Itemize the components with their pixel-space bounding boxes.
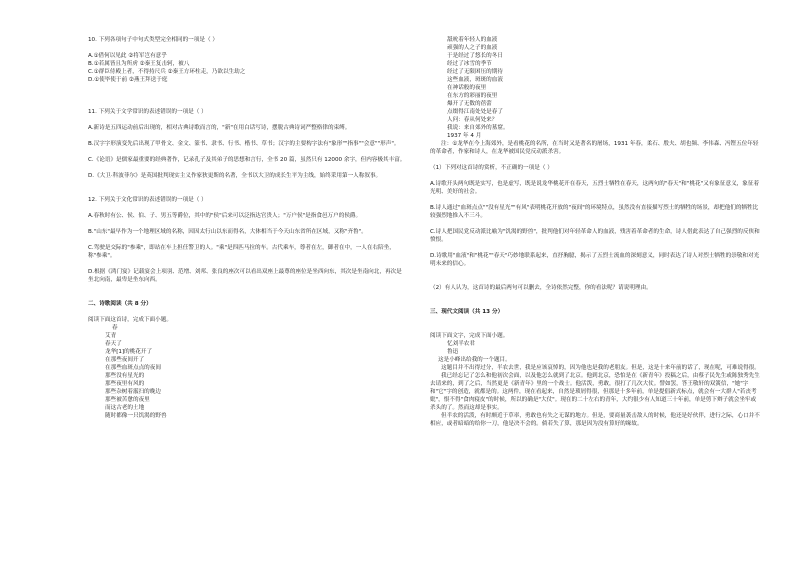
left-column [88, 36, 406, 420]
q13-option-a: A.诗歌开头两句既是实写，也是虚写，既是说龙华桃花开在春天，五烈士牺牲在春天，这两句的"春天"和"桃花"又有象征意义，象征着光明、美好的社会。 [430, 181, 760, 195]
q11-option-d: D.《大卫·科波菲尔》是英国批判现实主义作家狄更斯的名著，全书以大卫的成长生平为主线，始终采用第一人称叙事。 [88, 173, 382, 179]
right-column [430, 36, 760, 428]
q12-option-c: C.驾驶是交际的"参乘"，即站在车上担任警卫的人。"乘"是四匹马拉的车。古代乘车，尊者在左，御者在中，一人在右陪坐，称"参乘"。 [88, 245, 395, 259]
poem-line: 爆开了无数的蓓蕾 [447, 101, 492, 107]
poem-line: 那些被苦惫的夜里 [105, 397, 150, 403]
essay-title: 忆刘半农君 [447, 341, 475, 347]
essay-paragraph: 但半农的活泼，有时颇近于草率，勇敢也有失之无谋的地方。但是，要商量袭击敌人的时候，他还是好伙伴，进行之际，心口并不相应，或者暗暗的给你一刀，他是决不会的。倘若失了算，那是因为没有算好的缘故。 [430, 413, 760, 427]
poem-line: 那些没有星光的 [105, 373, 145, 379]
poem-line: 顽强的人之子的血液 [447, 45, 498, 51]
q14-stem: （2）有人认为，这首诗的最后两句可以删去，全诗依然完整，你的看法呢？请说明理由。 [430, 285, 652, 291]
essay-paragraph: 我已经忘记了怎么和他初次会面，以及他怎么就到了北京。他到北京，恐怕是在《新青年》投稿之后，由蔡子民先生或陈独秀先生去请来的，到了之后，当然更是《新青年》里的一个战士。他活泼，勇敢，很打了几次大仗。譬如罢，答王敬轩的双簧信，"她"字和"它"字的创造，就都是的。这两件，现在看起来，自然是琐屑得很，但那是十多年前，单是提倡新式标点，就会有一大群人"若丧考妣"，恨不得"食肉寝皮"的时候，所以的确是"大仗"。现在的二十左右的青年，大约很少有人知道三十年前，单是剪下辫子就会坐牢或杀头的了。然而这却是事实。 [430, 373, 760, 411]
poem-line: 在那些血斑点点的夜间 [105, 365, 161, 371]
q13-stem: （1）下列对这首诗的赏析，不正确的一项是（ ） [430, 165, 553, 171]
poem-line: 而这古老的土地 [105, 405, 145, 411]
poem-line: 在那些夜间开了 [105, 357, 145, 363]
q12-stem: 12. 下列关于文化常识的表述错误的一项是（ ） [88, 197, 207, 203]
q12-option-d: D.根据《鸿门宴》记载宴会上项羽、范增、刘邦、张良的座次可以看出双座上最尊的座位是坐西向东，其次是坐南向北，再次是坐北向南，最卑是坐东向西。 [88, 269, 402, 283]
poem-title: 春 [112, 325, 118, 331]
poem-line: 在东方的彩丽的夜里 [447, 93, 498, 99]
poem-line: 舐吮着年轻人的血液 [447, 37, 498, 43]
q12-option-a: A.春秋时有公、侯、伯、子、男五等爵位，其中的"侯"后来可以泛指达官贵人；"万户侯"是指食邑万户的侯爵。 [88, 213, 362, 219]
q12-option-b: B."山东"最早作为一个地理区域的名称，因因太行山以东而得名，大体相当于今天山东省所在区域，又称"齐鲁"。 [88, 229, 367, 235]
section3-heading: 三、现代文阅读（共 13 分） [430, 309, 504, 315]
poem-line: 经过了冰雪的季节 [447, 61, 492, 67]
poem-line: 点缀得江南处处是春了 [447, 109, 503, 115]
q10-option-d: D.①使毕使于前 ②燕王拜送于庭 [88, 77, 168, 83]
poem-line: 那些杂树着霰扫的晚边 [105, 389, 161, 395]
poem-line: 那些夜里有风的 [105, 381, 145, 387]
q11-option-b: B.汉字字形演变先后出现了甲骨文、金文、篆书、隶书、行书、楷书、草书；汉字的主要构字法有"象形""指事""会意""形声"。 [88, 141, 400, 147]
q10-stem: 10. 下列各项句子中句式类型完全相同的一项是（ ） [88, 37, 218, 43]
q10-option-b: B.①若属皆且为所虏 ②秦王复击轲，被八 [88, 61, 190, 67]
poem-line: 在神话般的夜里 [447, 85, 487, 91]
essay-author: 鲁迅 [447, 349, 459, 355]
poem-line: 于是经过了悠长的冬日 [447, 53, 503, 59]
poem-line: 我说：来自郊外的墓窟。 [447, 125, 509, 131]
q11-stem: 11. 下列关于文学常识的表述错误的一项是（ ） [88, 109, 207, 115]
poem-line: 人问：春从何处来？ [447, 117, 498, 123]
poem-line: 经过了无限困压的期待 [447, 69, 503, 75]
q10-option-a: A.①借何以见此 ②将军岂有意乎 [88, 53, 167, 59]
section2-heading: 二、诗歌阅读（共 8 分） [88, 301, 152, 307]
poem-line: 春天了 [105, 341, 122, 347]
q13-option-b: B.诗人通过"血斑点点""没有星光""有风"表明桃花开放的"夜间"的环境特点，虽然没有直接描写烈士的牺牲的场景，却把他们的牺牲比较强烈地推入不三斗。 [430, 205, 759, 219]
essay-paragraph: 这是小峰出给我的一个题目。 [438, 357, 511, 363]
poem-footnote: 注：①龙华在今上海郊外，是看桃花的名所，在当时又是著名的屠场，1931 年春，柔石、殷夫、胡也频、李伟森、冯铿五位年轻的革命者，作家和诗人，在龙华被国民党反动派杀害。 [430, 141, 759, 155]
poem-date: 1937 年 4 月 [447, 133, 482, 139]
poem-intro: 阅读下面这首诗，完成下面小题。 [88, 317, 172, 323]
poem-author: 艾青 [105, 333, 117, 339]
poem-line: 龙华[1]的桃花开了 [105, 349, 153, 355]
q11-option-a: A.新诗是五四运动前后出现的，相对古典诗歌而言的，"新"在用白话写诗，摆脱古典诗词严整格律的束缚。 [88, 125, 351, 131]
q10-option-c: C.①群臣侍殿上者，不得持尺兵 ②秦王方环柱走，乃欲以生劫之 [88, 69, 246, 75]
essay-intro: 阅读下面文字，完成下面小题。 [430, 333, 509, 339]
poem-line: 随时都像一只饥渴的野兽 [105, 413, 167, 419]
poem-line: 这些血液，斑斑的血液 [447, 77, 503, 83]
q13-option-d: D.诗歌用"血液"和"桃花""春天"巧妙地联系起来，直抒胸臆，揭示了五烈士流血的深刻意义，同时表达了诗人对烈士牺牲的崇敬和对光明未来的信心。 [430, 253, 760, 267]
q11-option-c: C.《论语》是儒家最重要的经典著作，记录孔子及其弟子的思想和言行，全书 20 篇，虽然只有 12000 余字，但内容极其丰富。 [88, 157, 406, 163]
essay-paragraph: 这题目并不出得过分，半农去世，我是应该哀悼的，因为他也是我的老朋友。但是，这是十来年前的话了，现在呢，可难说得很。 [441, 365, 760, 371]
q13-option-c: C.诗人把国民党反动派比喻为"饥渴的野兽"，批判他们对年轻革命人的血液，残害着革命者的生命，诗人借此表达了自己强烈的反侠和愤恨。 [430, 229, 760, 243]
